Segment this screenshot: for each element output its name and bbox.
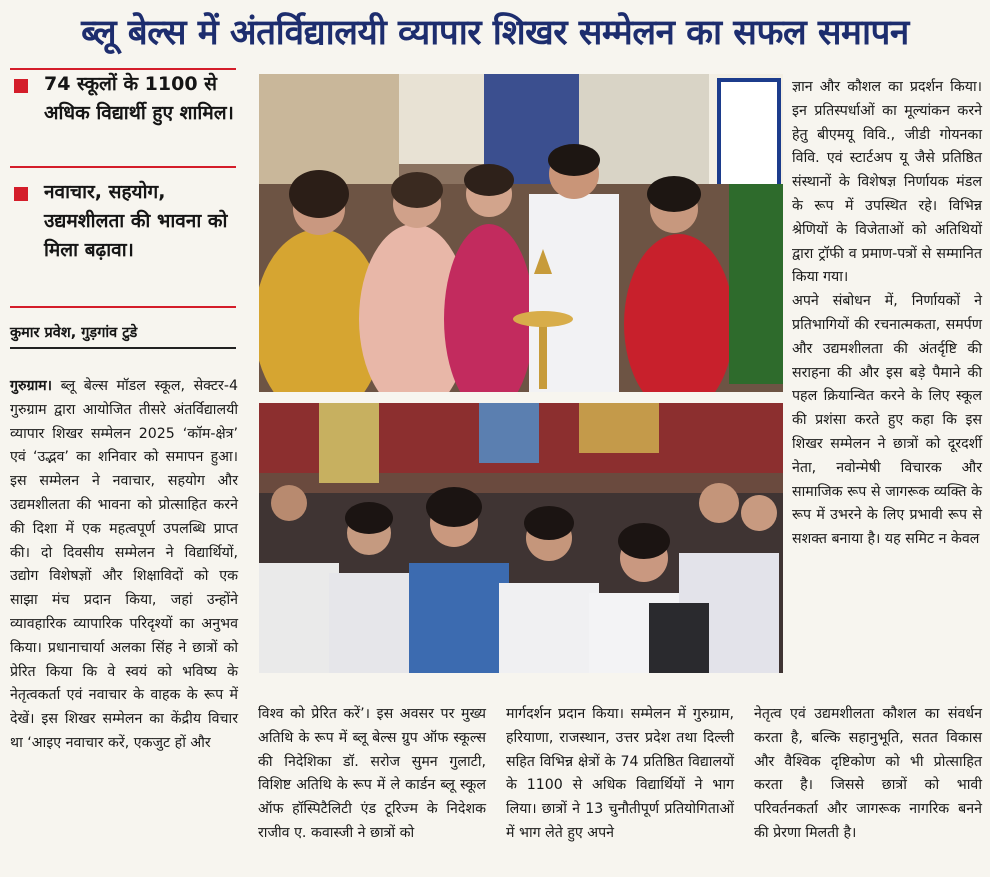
highlight-item [10, 178, 236, 306]
headline: ब्लू बेल्स में अंतर्विद्यालयी व्यापार शिखर सम्मेलन का सफल समापन [81, 13, 909, 53]
photo-lamp-lighting [259, 74, 783, 392]
red-square-icon [14, 79, 28, 93]
article-text: मार्गदर्शन प्रदान किया। सम्मेलन में गुरुग्राम, हरियाणा, राजस्थान, उत्तर प्रदेश तथा दिल्ली सहित विभिन्न क्षेत्रों के 74 प्रतिष्ठित विद्यालयों के 1100 से अधिक विद्यार्थियों ने भाग लिया। छात्रों ने 13 चुनौतीपूर्ण प्रतियोगिताओं में भाग लेते हुए अपने [506, 706, 734, 841]
dateline: गुरुग्राम। [10, 378, 53, 394]
highlights-box [10, 68, 236, 308]
highlight-text: 74 स्कूलों के 1100 से अधिक विद्यार्थी हुए शामिल। [44, 73, 234, 124]
photo-students-audience [259, 403, 783, 673]
article-column-1 [10, 375, 238, 756]
article-column-4-bottom [754, 703, 982, 846]
article-column-2 [258, 703, 486, 846]
divider-rule [10, 166, 236, 168]
article-column-3 [506, 703, 734, 846]
article-text: ब्लू बेल्स मॉडल स्कूल, सेक्टर-4 गुरुग्राम द्वारा आयोजित तीसरे अंतर्विद्यालयी व्यापार शिखर सम्मेलन 2025 ‘कॉम-क्षेत्र’ एवं ‘उद्भव’ का शनिवार को समापन हुआ। इस सम्मेलन ने नवाचार, सहयोग और उद्यमशीलता की भावना को प्रोत्साहित करने की दिशा में एक महत्वपूर्ण उपलब्धि प्राप्त की। दो दिवसीय सम्मेलन ने विद्यार्थियों, उद्योग विशेषज्ञों और शिक्षाविदों को एक साझा मंच प्रदान किया, जहां उन्होंने व्यावहारिक व्यापारिक परिदृश्यों का अनुभव किया। प्रधानाचार्या अलका सिंह ने छात्रों को प्रेरित किया कि वे स्वयं को भविष्य के नेतृत्वकर्ता एवं नवाचार के वाहक के रूप में देखें। इस शिखर सम्मेलन का केंद्रीय विचार था ‘आइए नवाचार करें, एकजुट हों और [10, 378, 238, 751]
article-column-4-top [792, 76, 982, 552]
article-text: अपने संबोधन में, निर्णायकों ने प्रतिभागियों की रचनात्मकता, समर्पण और उद्यमशीलता की अंतर्दृष्टि की सराहना की और इस बड़े पैमाने की पहल क्रियान्वित करने के लिए स्कूल की प्रशंसा करते हुए कहा कि इस शिखर सम्मेलन ने छात्रों को दूरदर्शी नेता, नवोन्मेषी विचारक और सामाजिक रूप से जागरूक व्यक्ति के रूप में उभरने के लिए प्रभावी रूप से सशक्त बनाया है। यह समिट न केवल [792, 293, 982, 548]
article-text: ज्ञान और कौशल का प्रदर्शन किया। इन प्रतिस्पर्धाओं का मूल्यांकन करने हेतु बीएमयू विवि., जीडी गोयनका विवि. एवं स्टार्टअप यू जैसे प्रतिष्ठित संस्थानों के विशेषज्ञ निर्णायक मंडल के रूप में उपस्थित रहे। विभिन्न श्रेणियों के विजेताओं को अतिथियों द्वारा ट्रॉफी व प्रमाण-पत्रों से सम्मानित किया गया। [792, 79, 982, 286]
highlight-item [10, 70, 236, 166]
highlight-text: नवाचार, सहयोग, उद्यमशीलता की भावना को मिला बढ़ावा। [44, 181, 228, 261]
article-text: नेतृत्व एवं उद्यमशीलता कौशल का संवर्धन करता है, बल्कि सहानुभूति, सतत विकास और वैश्विक दृष्टिकोण को भी प्रोत्साहित करता है। जिससे छात्रों को भावी परिवर्तनकर्ता और जागरूक नागरिक बनने की प्रेरणा मिलती है। [754, 706, 982, 841]
divider-rule [10, 306, 236, 308]
byline: कुमार प्रवेश, गुड़गांव टुडे [10, 322, 236, 349]
article-text: विश्व को प्रेरित करें’। इस अवसर पर मुख्य अतिथि के रूप में ब्लू बेल्स ग्रुप ऑफ स्कूल्स की निदेशिका डॉ. सरोज सुमन गुलाटी, विशिष्ट अतिथि के रूप में ले कार्डन ब्लू स्कूल ऑफ हॉस्पिटैलिटी एंड टूरिज्म के निदेशक राजीव ए. कवास्जी ने छात्रों को [258, 706, 486, 841]
red-square-icon [14, 187, 28, 201]
